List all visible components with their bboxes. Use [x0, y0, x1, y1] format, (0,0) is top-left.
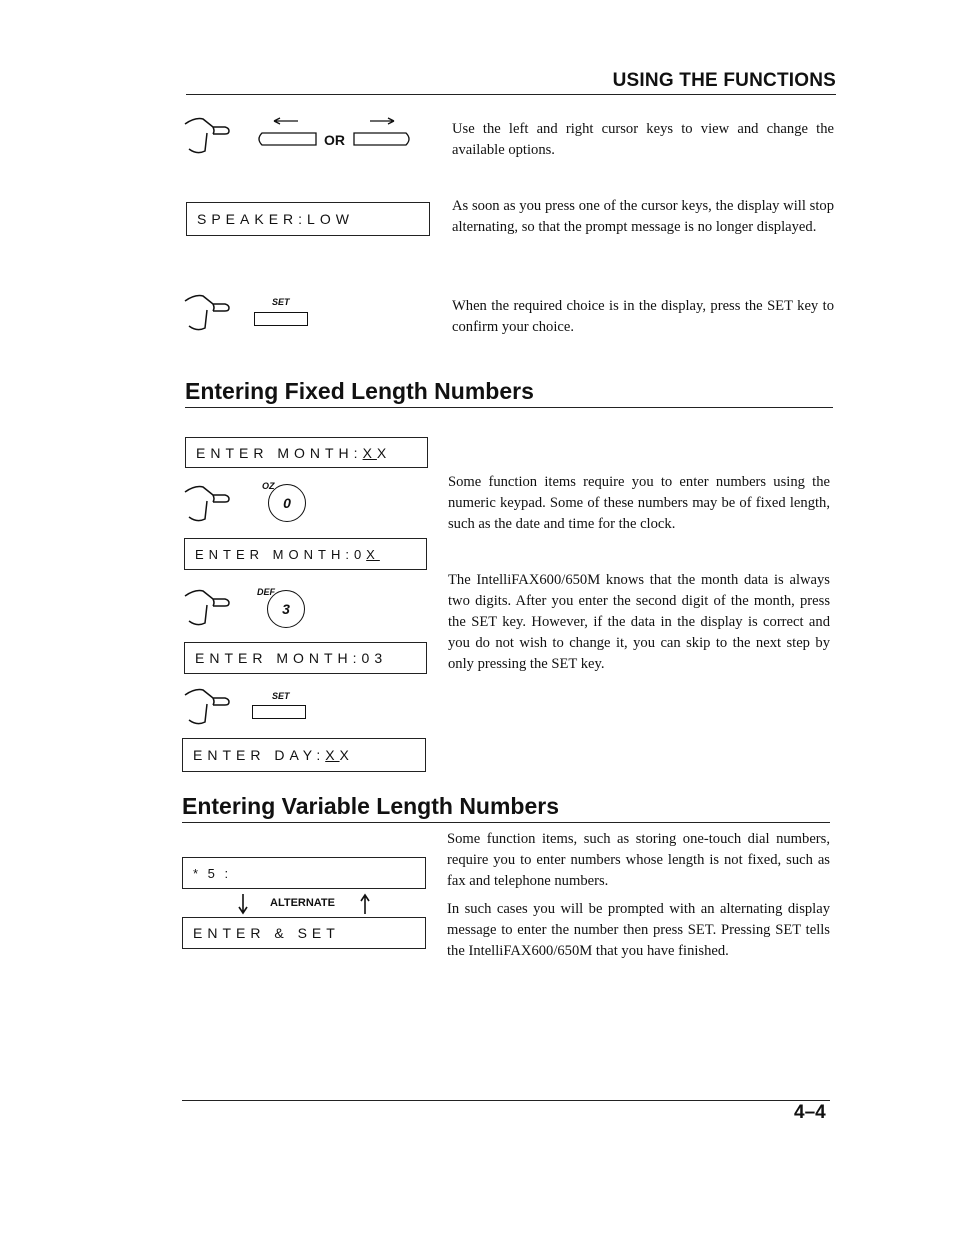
header-rule: [186, 94, 836, 95]
pointing-hand-icon: [183, 585, 245, 629]
paragraph-fixed-length: Some function items require you to enter numbers using the numeric keypad. Some of these numbers may be of fixed length, such as the date and time for the clock.: [448, 474, 830, 532]
paragraph-alternating-display: In such cases you will be prompted with an alternating display message to enter the number then press SET. Pressing SET tells the IntelliFAX600/650M that you have finished.: [447, 901, 830, 959]
lcd-text: ENTER MONTH:: [196, 444, 363, 461]
set-key-icon: [252, 705, 306, 719]
lcd-text: ENTER DAY:: [193, 747, 326, 763]
lcd-text: X: [339, 747, 354, 763]
lcd-speaker-low: SPEAKER:LOW: [186, 202, 430, 236]
lcd-cursor: X: [362, 444, 377, 461]
set-key-icon: [254, 312, 308, 326]
section-title-fixed: Entering Fixed Length Numbers: [185, 378, 534, 404]
section-title-variable: Entering Variable Length Numbers: [182, 793, 560, 819]
three-key-icon: 3: [267, 590, 305, 628]
paragraph-cursor-press: As soon as you press one of the cursor keys, the display will stop alternating, so that the prompt message is no longer displayed.: [452, 198, 834, 235]
zero-key-icon: 0: [268, 484, 306, 522]
lcd-enter-day-xx: [182, 738, 426, 772]
section-rule-fixed: [185, 407, 833, 408]
pointing-hand-icon: [183, 481, 245, 525]
oz-key-label: OZ: [262, 481, 275, 491]
lcd-enter-month-xx: [185, 437, 428, 468]
or-label: OR: [324, 132, 345, 148]
def-key-label: DEF: [257, 587, 275, 597]
lcd-enter-month-03: ENTER MONTH:03: [184, 642, 427, 674]
lcd-text: ENTER MONTH:0: [195, 546, 367, 562]
lcd-star-5: * 5 :: [182, 857, 426, 889]
lcd-enter-and-set: ENTER & SET: [182, 917, 426, 949]
alternate-label: ALTERNATE: [270, 897, 335, 909]
pointing-hand-icon: [183, 113, 245, 157]
lcd-cursor: X: [325, 747, 340, 763]
paragraph-month-two-digits: The IntelliFAX600/650M knows that the month data is always two digits. After you enter the second digit of the month, press the SET key. However, if the data in the display is correct and you do not wish to change it, you can skip to the next step by only pressing the SET key.: [448, 572, 830, 672]
running-header: USING THE FUNCTIONS: [612, 70, 836, 91]
paragraph-variable-length: Some function items, such as storing one-touch dial numbers, require you to enter numbers whose length is not fixed, such as fax and telephone numbers.: [447, 831, 830, 889]
set-key-label: SET: [272, 297, 290, 307]
arrow-up-icon: [360, 893, 370, 915]
lcd-text: X: [376, 444, 392, 461]
pointing-hand-icon: [183, 684, 245, 728]
paragraph-cursor-keys: Use the left and right cursor keys to view and change the available options.: [452, 121, 834, 158]
set-key-label: SET: [272, 691, 290, 701]
left-cursor-key-icon: [254, 117, 318, 149]
section-rule-variable: [182, 822, 830, 823]
pointing-hand-icon: [183, 290, 245, 334]
arrow-down-icon: [238, 893, 248, 915]
lcd-enter-month-0x: [184, 538, 427, 570]
footer-rule: [182, 1100, 830, 1101]
right-cursor-key-icon: [352, 117, 416, 149]
paragraph-set-key: When the required choice is in the display, press the SET key to confirm your choice.: [452, 298, 834, 335]
lcd-cursor: X: [366, 546, 380, 562]
page-number: 4–4: [794, 1102, 826, 1123]
